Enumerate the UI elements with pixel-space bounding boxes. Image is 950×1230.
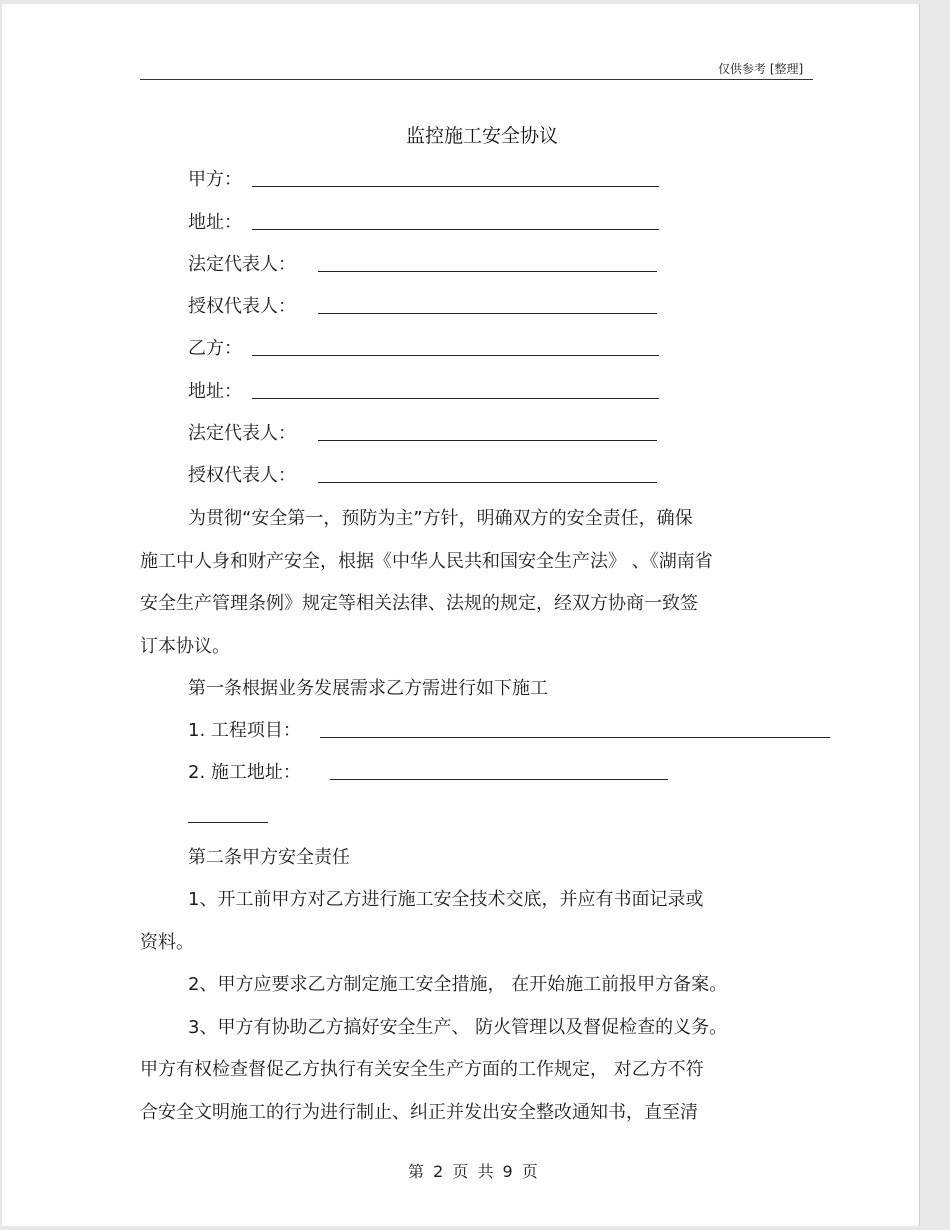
field-underline [252, 229, 659, 230]
field-label-auth-rep-a: 授权代表人： [188, 296, 296, 317]
field-underline [318, 482, 657, 483]
field-label-address-b: 地址： [188, 381, 242, 402]
site-address-underline [330, 779, 668, 780]
field-label-legal-rep-b: 法定代表人： [188, 423, 296, 444]
field-underline [252, 355, 659, 356]
document-title: 监控施工安全协议 [406, 125, 559, 147]
field-underline [318, 271, 657, 272]
article-2-line: 合安全文明施工的行为进行制止、纠正并发出安全整改通知书，直至清 [140, 1102, 698, 1123]
article-2-line: 甲方有权检查督促乙方执行有关安全生产方面的工作规定， 对乙方不符 [140, 1059, 704, 1080]
field-underline [318, 313, 657, 314]
field-underline [318, 440, 657, 441]
article-2-line: 1、开工前甲方对乙方进行施工安全技术交底，并应有书面记录或 [188, 889, 704, 910]
project-label: 1. 工程项目： [188, 720, 301, 741]
intro-line: 施工中人身和财产安全，根据《中华人民共和国安全生产法》 、《湖南省 [140, 551, 713, 572]
article-1-heading: 第一条根据业务发展需求乙方需进行如下施工 [188, 678, 548, 699]
document-page [2, 4, 920, 1226]
intro-line: 订本协议。 [140, 636, 230, 657]
header-rule [140, 79, 813, 80]
field-underline [252, 186, 659, 187]
field-label-party-b: 乙方： [188, 338, 242, 359]
article-2-heading: 第二条甲方安全责任 [188, 847, 350, 868]
page-header: 仅供参考 [整理] [718, 62, 804, 76]
field-underline [252, 398, 659, 399]
article-2-line: 资料。 [140, 932, 194, 953]
page-footer: 第 2 页 共 9 页 [408, 1162, 538, 1181]
article-2-line: 2、甲方应要求乙方制定施工安全措施， 在开始施工前报甲方备案。 [188, 974, 728, 995]
field-label-address-a: 地址： [188, 212, 242, 233]
intro-line: 安全生产管理条例》规定等相关法律、法规的规定，经双方协商一致签 [140, 593, 698, 614]
field-label-party-a: 甲方： [188, 169, 242, 190]
site-address-label: 2. 施工地址： [188, 762, 301, 783]
intro-line: 为贯彻“安全第一，预防为主”方针，明确双方的安全责任，确保 [188, 508, 693, 529]
blank-underline [188, 822, 268, 823]
field-label-legal-rep-a: 法定代表人： [188, 254, 296, 275]
article-2-line: 3、甲方有协助乙方搞好安全生产、 防火管理以及督促检查的义务。 [188, 1017, 728, 1038]
field-label-auth-rep-b: 授权代表人： [188, 465, 296, 486]
project-underline [320, 737, 830, 738]
